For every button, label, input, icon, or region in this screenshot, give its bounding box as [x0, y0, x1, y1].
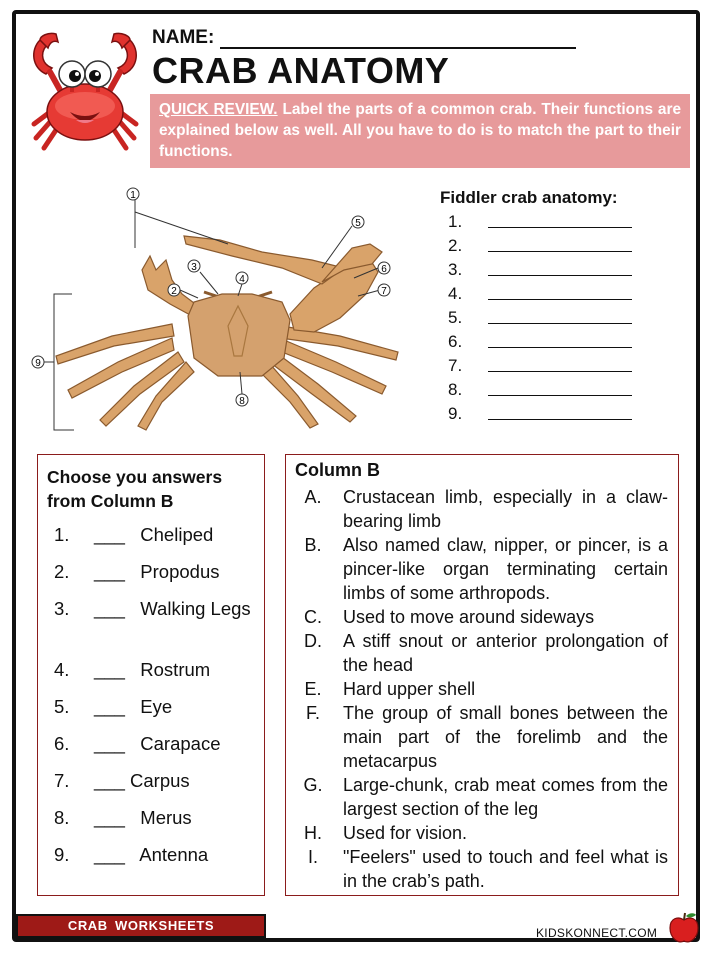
- choose-answer-number: 1.: [54, 524, 70, 545]
- fiddler-answer-number: 4.: [448, 284, 463, 303]
- choose-answer-text[interactable]: ___ Propodus: [94, 561, 220, 582]
- fiddler-answer-row: [440, 378, 690, 402]
- column-b-item: [286, 485, 678, 533]
- fiddler-answer-number: 3.: [448, 260, 463, 279]
- site-name: KIDSKONNECT.COM: [536, 926, 658, 940]
- fiddler-answer-list: [440, 210, 690, 426]
- fiddler-answer-row: [440, 306, 690, 330]
- fiddler-answer-row: [440, 402, 690, 426]
- column-b-item: [286, 773, 678, 821]
- column-b-item: [286, 821, 678, 845]
- column-b-letter: D.: [304, 631, 322, 651]
- callout-2: 2: [171, 286, 177, 297]
- column-b-list: [286, 485, 678, 893]
- callout-3: 3: [191, 262, 197, 273]
- column-b-item: [286, 677, 678, 701]
- column-b-letter: A.: [304, 487, 322, 507]
- name-blank-line[interactable]: [220, 29, 576, 49]
- fiddler-answer-row: [440, 282, 690, 306]
- choose-answer-text[interactable]: ___ Carapace: [94, 733, 221, 754]
- column-b-item: [286, 629, 678, 677]
- column-b-definition: A stiff snout or anterior prolongation of the head: [343, 631, 668, 675]
- fiddler-answer-number: 6.: [448, 332, 463, 351]
- fiddler-answer-blank[interactable]: [488, 347, 632, 348]
- choose-answer-number: 5.: [54, 696, 70, 717]
- column-b-definition: Also named claw, nipper, or pincer, is a pincer-like organ terminating certain limbs of some arthropods.: [343, 535, 668, 603]
- callout-5: 5: [355, 218, 361, 229]
- fiddler-answer-number: 2.: [448, 236, 463, 255]
- column-b-letter: I.: [307, 847, 318, 867]
- fiddler-answer-blank[interactable]: [488, 299, 632, 300]
- column-b-item: [286, 845, 678, 893]
- choose-answer-text[interactable]: ___ Walking Legs: [94, 598, 251, 619]
- choose-answers-title: Choose you answers from Column B: [47, 467, 223, 511]
- quick-review-text: Label the parts of a common crab. Their functions are explained below as well. All you have to do is to match the part to their functions.: [159, 101, 682, 160]
- column-b-letter: E.: [304, 679, 322, 699]
- callout-1: 1: [130, 190, 136, 201]
- column-b-letter: F.: [305, 703, 320, 723]
- column-b-letter: C.: [304, 607, 322, 627]
- worksheets-footer-label: CRAB WORKSHEETS: [16, 914, 266, 938]
- choose-answer-number: 8.: [54, 807, 70, 828]
- quick-review-box: [150, 94, 690, 168]
- choose-answers-box: [37, 454, 265, 896]
- column-b-item: [286, 701, 678, 773]
- callout-6: 6: [381, 264, 387, 275]
- apple-icon: [668, 910, 700, 944]
- column-b-definition: Used for vision.: [343, 823, 468, 843]
- fiddler-answer-number: 8.: [448, 380, 463, 399]
- column-b-letter: G.: [303, 775, 323, 795]
- fiddler-answer-row: [440, 330, 690, 354]
- column-b-definition: Hard upper shell: [343, 679, 476, 699]
- column-b-definition: Crustacean limb, especially in a claw-bearing limb: [343, 487, 668, 531]
- fiddler-answer-blank[interactable]: [488, 395, 632, 396]
- fiddler-answer-number: 7.: [448, 356, 463, 375]
- callout-9: 9: [35, 358, 41, 369]
- crab-illustration: [56, 236, 398, 430]
- choose-answer-text[interactable]: ___ Carpus: [94, 770, 190, 791]
- column-b-item: [286, 605, 678, 629]
- callout-8: 8: [239, 396, 245, 407]
- column-b-title: Column B: [295, 460, 380, 480]
- callout-4: 4: [239, 274, 245, 285]
- column-b-definition: The group of small bones between the main part of the forelimb and the metacarpus: [343, 703, 668, 771]
- fiddler-answer-blank[interactable]: [488, 419, 632, 420]
- fiddler-answer-row: [440, 210, 690, 234]
- fiddler-answer-blank[interactable]: [488, 251, 632, 252]
- fiddler-anatomy-title: Fiddler crab anatomy:: [440, 188, 618, 207]
- quick-review-label: QUICK REVIEW.: [159, 101, 278, 118]
- choose-answer-text[interactable]: ___ Antenna: [94, 844, 209, 865]
- column-b-definition: Large-chunk, crab meat comes from the largest section of the leg: [343, 775, 668, 819]
- choose-answer-text[interactable]: ___ Merus: [94, 807, 192, 828]
- fiddler-answer-number: 5.: [448, 308, 463, 327]
- column-b-definition: "Feelers" used to touch and feel what is in the crab’s path.: [343, 847, 668, 891]
- column-b-letter: H.: [304, 823, 322, 843]
- fiddler-crab-diagram: [22, 186, 434, 436]
- choose-answer-text[interactable]: ___ Cheliped: [94, 524, 214, 545]
- page-title: CRAB ANATOMY: [152, 50, 450, 91]
- fiddler-answer-row: [440, 258, 690, 282]
- fiddler-answer-blank[interactable]: [488, 275, 632, 276]
- fiddler-answer-number: 1.: [448, 212, 463, 231]
- fiddler-answer-blank[interactable]: [488, 323, 632, 324]
- column-b-letter: B.: [304, 535, 322, 555]
- choose-answer-number: 7.: [54, 770, 70, 791]
- fiddler-answer-number: 9.: [448, 404, 463, 423]
- fiddler-anatomy-answers: [440, 188, 690, 426]
- crab-mascot-logo: [26, 28, 144, 156]
- choose-answer-number: 4.: [54, 659, 70, 680]
- choose-answer-text[interactable]: ___ Rostrum: [94, 659, 211, 680]
- choose-answer-number: 3.: [54, 598, 70, 619]
- column-b-item: [286, 533, 678, 605]
- choose-answer-number: 6.: [54, 733, 70, 754]
- choose-answer-number: 9.: [54, 844, 70, 865]
- fiddler-answer-blank[interactable]: [488, 227, 632, 228]
- choose-answer-number: 2.: [54, 561, 70, 582]
- callout-7: 7: [381, 286, 387, 297]
- column-b-definition: Used to move around sideways: [343, 607, 595, 627]
- column-b-box: [285, 454, 679, 896]
- fiddler-answer-blank[interactable]: [488, 371, 632, 372]
- fiddler-answer-row: [440, 234, 690, 258]
- fiddler-answer-row: [440, 354, 690, 378]
- name-field: [152, 27, 576, 49]
- choose-answer-text[interactable]: ___ Eye: [94, 696, 173, 717]
- name-label: NAME:: [152, 27, 215, 48]
